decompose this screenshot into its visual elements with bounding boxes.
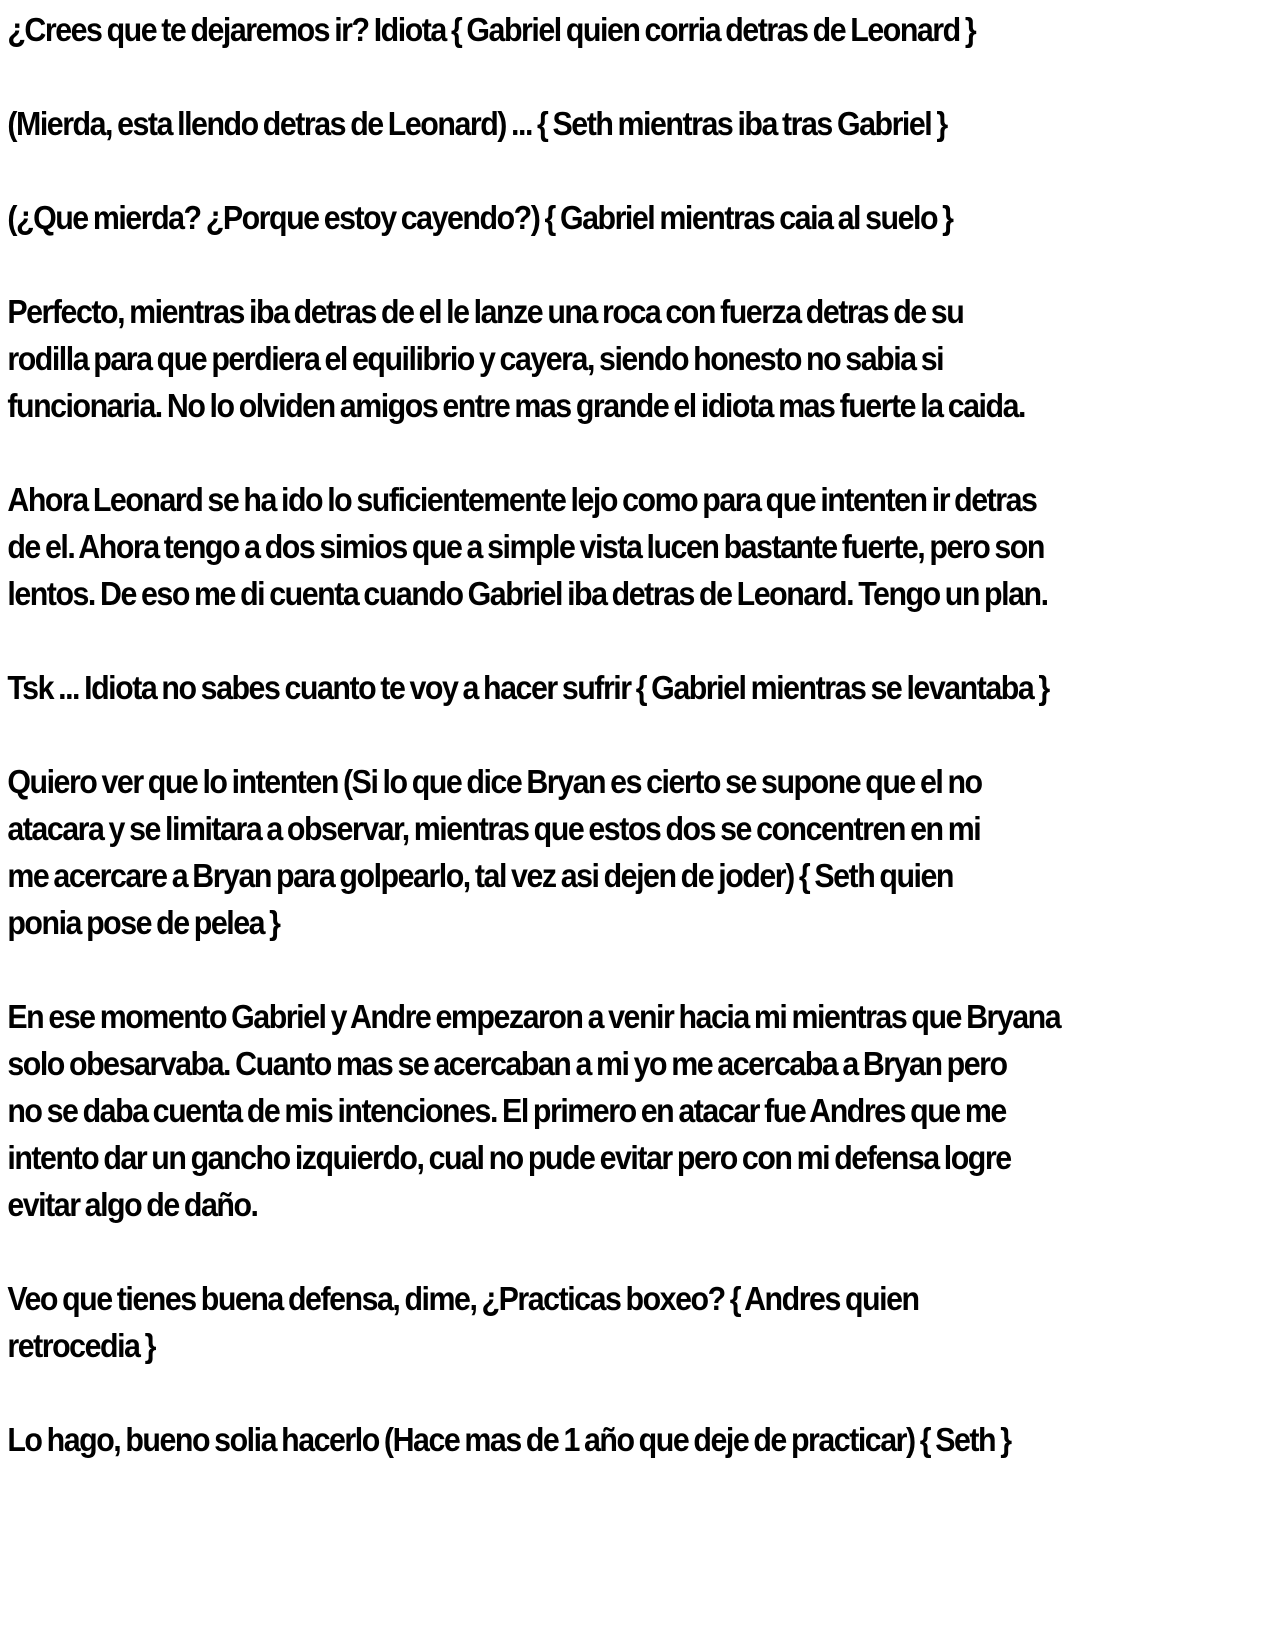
- paragraph-8: En ese momento Gabriel y Andre empezaron a venir hacia mi mientras que Bryana solo obesarvaba. Cuanto mas se acercaban a mi yo me acercaba a Bryan pero no se daba cuenta de mis intenciones. El primero en atacar fue Andres que me intento dar un gancho izquierdo, cual no pude evitar pero con mi defensa logre evitar algo de daño.: [7, 998, 1061, 1223]
- paragraph-10: Lo hago, bueno solia hacerlo (Hace mas de 1 año que deje de practicar) { Seth }: [7, 1421, 1011, 1458]
- paragraph-1: ¿Crees que te dejaremos ir? Idiota { Gabriel quien corria detras de Leonard }: [7, 11, 976, 48]
- paragraph-5: Ahora Leonard se ha ido lo suficientemente lejo como para que intenten ir detras de el. Ahora tengo a dos simios que a simple vista lucen bastante fuerte, pero son lentos. De eso me di cuenta cuando Gabriel iba detras de Leonard. Tengo un plan.: [7, 481, 1048, 612]
- paragraph-7: Quiero ver que lo intenten (Si lo que dice Bryan es cierto se supone que el no atacara y se limitara a observar, mientras que estos dos se concentren en mi me acercare a Bryan para golpearlo, tal vez asi dejen de joder) { Seth quien ponia pose de pelea }: [7, 763, 982, 941]
- paragraph-6: Tsk ... Idiota no sabes cuanto te voy a hacer sufrir { Gabriel mientras se levantaba }: [7, 669, 1049, 706]
- paragraph-9: Veo que tienes buena defensa, dime, ¿Practicas boxeo? { Andres quien retrocedia }: [7, 1280, 919, 1364]
- paragraph-3: (¿Que mierda? ¿Porque estoy cayendo?) { Gabriel mientras caia al suelo }: [7, 199, 953, 236]
- paragraph-2: (Mierda, esta llendo detras de Leonard) ... { Seth mientras iba tras Gabriel }: [7, 105, 947, 142]
- paragraph-4: Perfecto, mientras iba detras de el le lanze una roca con fuerza detras de su rodilla para que perdiera el equilibrio y cayera, siendo honesto no sabia si funcionaria. No lo olviden amigos entre mas grande el idiota mas fuerte la caida.: [7, 293, 1025, 424]
